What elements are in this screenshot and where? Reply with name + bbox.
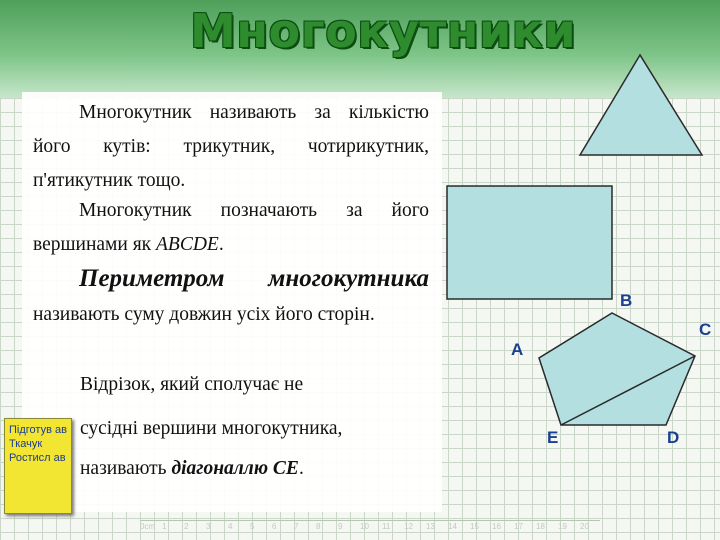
vertex-label-b: B xyxy=(620,291,633,310)
perimeter-term: Периметром многокутника xyxy=(79,265,429,292)
vertex-label-a: A xyxy=(511,340,524,359)
ruler-label: 8 xyxy=(316,522,321,531)
paragraph-text: називають xyxy=(80,458,172,479)
ruler-label: 6 xyxy=(272,522,277,531)
paragraph-text: називають суму довжин усіх його сторін. xyxy=(33,304,375,325)
paragraph-text: . xyxy=(298,458,304,479)
ruler-label: 1 xyxy=(162,522,167,531)
ruler-label: 18 xyxy=(536,522,545,531)
diagonal-definition-line-2: сусідні вершини многокутника, xyxy=(80,418,343,439)
triangle-shape xyxy=(580,55,702,155)
vertex-label-c: C xyxy=(699,320,712,339)
ruler-label: 5 xyxy=(250,522,255,531)
rectangle-shape xyxy=(447,186,612,299)
ruler-label: 11 xyxy=(382,522,391,531)
ruler-label: 4 xyxy=(228,522,233,531)
ruler-label: 15 xyxy=(470,522,479,531)
ruler-label: 10 xyxy=(360,522,369,531)
author-credit-note: Підготув ав Ткачук Ростисл ав xyxy=(4,418,72,514)
pentagon-shape xyxy=(539,313,695,425)
slide-title: Многокутники xyxy=(190,4,577,58)
vertex-label-d: D xyxy=(667,428,680,447)
paragraph-text: Многокутник називають за кількістю його кутів: трикутник, чотирикутник, п'ятикутник тощо. xyxy=(33,102,429,191)
vertex-label-e: E xyxy=(547,428,559,447)
diagonal-definition-line-1: Відрізок, який сполучає не xyxy=(80,374,304,395)
paragraph-text: Многокутник позначають за його вершинами як xyxy=(33,200,429,255)
ruler-label: 12 xyxy=(404,522,413,531)
ruler-label: 3 xyxy=(206,522,211,531)
ruler-label: 9 xyxy=(338,522,343,531)
ruler-label: 16 xyxy=(492,522,501,531)
ruler-label: 20 xyxy=(580,522,589,531)
diagonal-term: діагоналлю CE xyxy=(171,458,299,479)
polygon-name: ABCDE xyxy=(156,234,219,255)
ruler-label: 13 xyxy=(426,522,435,531)
paragraph-text: . xyxy=(218,234,224,255)
ruler-label: 2 xyxy=(184,522,189,531)
ruler-label: 0cm xyxy=(140,522,156,531)
ruler-label: 17 xyxy=(514,522,523,531)
ruler-label: 19 xyxy=(558,522,567,531)
ruler-label: 7 xyxy=(294,522,299,531)
ruler-label: 14 xyxy=(448,522,457,531)
